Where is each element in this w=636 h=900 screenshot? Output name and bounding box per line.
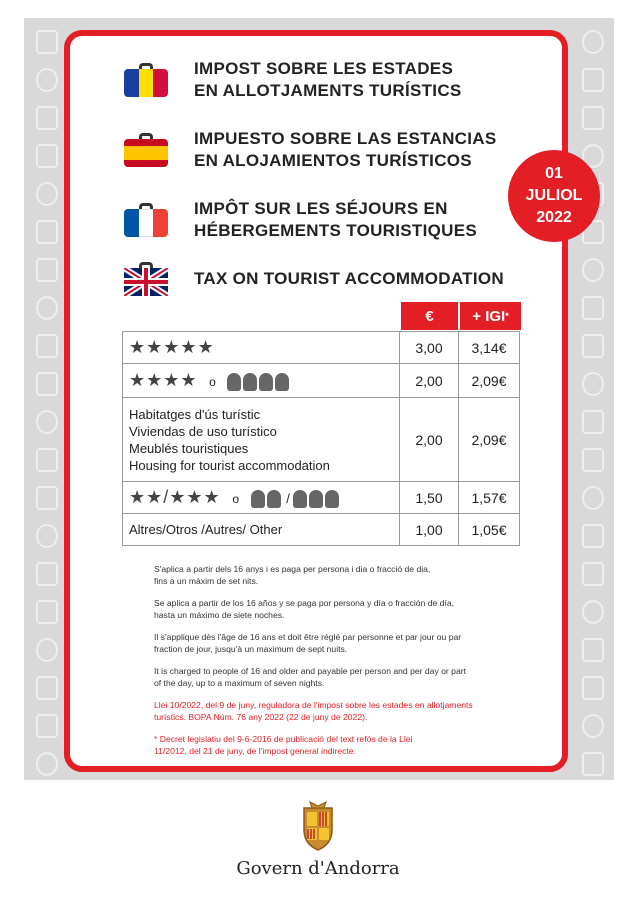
note-law-reference: Llei 10/2022, del 9 de juny, reguladora de l'impost sobre les estades en allotjaments turístics. BOPA Núm. 76 any 2022 (22 de juny de 2022). bbox=[154, 700, 473, 722]
spain-flag-suitcase-icon bbox=[124, 133, 168, 167]
header-euro: € bbox=[401, 302, 458, 330]
date-month: JULIOL bbox=[525, 187, 583, 204]
header-igi-asterisk: * bbox=[505, 311, 509, 321]
category-cell bbox=[123, 482, 400, 514]
heading-catalan-line2: EN ALLOTJAMENTS TURÍSTICS bbox=[194, 81, 462, 100]
header-igi-label: + IGI bbox=[472, 307, 506, 325]
price-eur: 2,00 bbox=[400, 364, 459, 398]
category-cell bbox=[123, 332, 400, 364]
decorative-icon-column-left bbox=[30, 30, 64, 776]
header-igi bbox=[460, 302, 521, 330]
heading-catalan bbox=[124, 58, 462, 102]
price-igi: 2,09€ bbox=[459, 364, 520, 398]
table-row bbox=[123, 482, 520, 514]
price-igi: 1,05€ bbox=[459, 514, 520, 546]
price-igi: 1,57€ bbox=[459, 482, 520, 514]
housing-label-es: Viviendas de uso turístico bbox=[129, 423, 277, 439]
heading-french-line1: IMPÔT SUR LES SÉJOURS EN bbox=[194, 199, 448, 218]
category-cell: Altres/Otros /Autres/ Other bbox=[123, 514, 400, 546]
note-english: It is charged to people of 16 and older and payable per person and per day or part of the day, up to a maximum of seven nights. bbox=[154, 666, 466, 688]
category-cell bbox=[123, 398, 400, 482]
price-igi: 3,14€ bbox=[459, 332, 520, 364]
andorra-flag-suitcase-icon bbox=[124, 63, 168, 97]
date-badge bbox=[508, 150, 600, 242]
separator-or: o bbox=[232, 491, 239, 506]
heading-catalan-line1: IMPOST SOBRE LES ESTADES bbox=[194, 59, 454, 78]
housing-label-fr: Meublés touristiques bbox=[129, 440, 249, 456]
government-name: Govern d'Andorra bbox=[236, 858, 400, 879]
four-ears-icon bbox=[227, 374, 291, 389]
note-spanish: Se aplica a partir de los 16 años y se paga por persona y día o fracción de día, hasta un máximo de siete noches. bbox=[154, 598, 455, 620]
heading-french bbox=[124, 198, 477, 242]
price-eur: 2,00 bbox=[400, 398, 459, 482]
category-cell bbox=[123, 364, 400, 398]
table-row bbox=[123, 398, 520, 482]
note-catalan: S'aplica a partir dels 16 anys i es paga per persona i dia o fracció de dia, fins a un màxim de set nits. bbox=[154, 564, 431, 586]
separator-or: o bbox=[209, 374, 216, 389]
price-eur: 1,00 bbox=[400, 514, 459, 546]
five-stars-icon: ★★★★★ bbox=[129, 337, 215, 357]
france-flag-suitcase-icon bbox=[124, 203, 168, 237]
table-row bbox=[123, 514, 520, 546]
heading-english-line1: TAX ON TOURIST ACCOMMODATION bbox=[194, 269, 504, 288]
andorra-coat-of-arms-icon bbox=[298, 800, 338, 852]
price-igi: 2,09€ bbox=[459, 398, 520, 482]
date-day: 01 bbox=[545, 165, 563, 182]
heading-spanish-line1: IMPUESTO SOBRE LAS ESTANCIAS bbox=[194, 129, 497, 148]
price-eur: 3,00 bbox=[400, 332, 459, 364]
housing-label-en: Housing for tourist accommodation bbox=[129, 457, 330, 473]
date-year: 2022 bbox=[536, 209, 572, 226]
heading-spanish bbox=[124, 128, 496, 172]
housing-label-ca: Habitatges d'ús turístic bbox=[129, 406, 261, 422]
two-three-stars-icon: ★★/★★★ bbox=[129, 486, 221, 507]
heading-spanish-line2: EN ALOJAMIENTOS TURÍSTICOS bbox=[194, 151, 472, 170]
price-eur: 1,50 bbox=[400, 482, 459, 514]
heading-french-line2: HÉBERGEMENTS TOURISTIQUES bbox=[194, 221, 477, 240]
note-french: Il s'applique dès l'âge de 16 ans et doit être réglé par personne et par jour ou par fraction de jour, jusqu'à un maximum de sept nuits. bbox=[154, 632, 462, 654]
rates-table bbox=[122, 331, 520, 546]
table-row bbox=[123, 364, 520, 398]
heading-english bbox=[124, 262, 504, 296]
four-stars-icon: ★★★★ bbox=[129, 369, 198, 390]
decorative-icon-column-right bbox=[576, 30, 610, 776]
table-row bbox=[123, 332, 520, 364]
two-three-ears-icon: / bbox=[251, 491, 342, 506]
note-decree-reference: * Decret legislatiu del 9-6-2016 de publicació del text refós de la Llei 11/2012, del 21 de juny, de l'impost general indirecte. bbox=[154, 734, 413, 756]
uk-flag-suitcase-icon bbox=[124, 262, 168, 296]
